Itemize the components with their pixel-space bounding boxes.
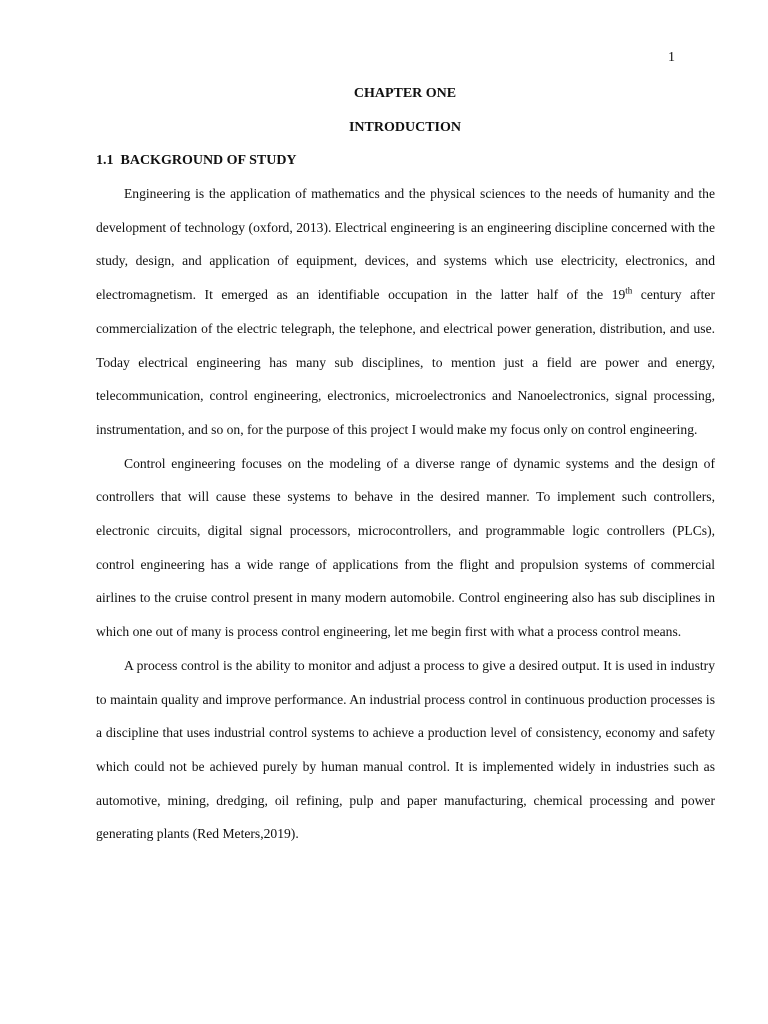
body-text (96, 177, 715, 851)
paragraph-1-text-start: Engineering is the application of mathematics and the physical sciences to the needs of humanity and the development of technology (oxford, 2013). Electrical engineering is an engineering discipline concerned with the study, design, and application of equipment, devices, and systems which use electricity, electronics, and electromagnetism. It emerged as an identifiable occupation in the latter half of the 19 (96, 186, 715, 303)
chapter-title: CHAPTER ONE (353, 86, 457, 101)
paragraph-3: A process control is the ability to monitor and adjust a process to give a desired output. It is used in industry to maintain quality and improve performance. An industrial process control in continuous production processes is a discipline that uses industrial control systems to achieve a production level of consistency, economy and safety which could not be achieved purely by human manual control. It is implemented widely in industries such as automotive, mining, dredging, oil refining, pulp and paper manufacturing, chemical processing and power generating plants (Red Meters,2019). (96, 657, 715, 842)
paragraph-1 (96, 177, 715, 447)
paragraph-2: Control engineering focuses on the modeling of a diverse range of dynamic systems and the design of controllers that will cause these systems to behave in the desired manner. To implement such controllers, electronic circuits, digital signal processors, microcontrollers, and programmable logic controllers (PLCs), control engineering has a wide range of applications from the flight and propulsion systems of commercial airlines to the cruise control present in many modern automobile. Control engineering also has sub disciplines in which one out of many is process control engineering, let me begin first with what a process control means. (96, 455, 715, 640)
subsection-heading (96, 153, 297, 169)
subsection-title: BACKGROUND OF STUDY (120, 153, 297, 168)
subsection-number: 1.1 (96, 153, 114, 168)
page-number: 1 (668, 50, 675, 65)
superscript-th: th (625, 285, 633, 296)
paragraph-1-text-end: century after commercialization of the electric telegraph, the telephone, and electrical power generation, distribution, and use. Today electrical engineering has many sub disciplines, to mention just a field are power and energy, telecommunication, control engineering, electronics, microelectronics and Nanoelectronics, signal processing, instrumentation, and so on, for the purpose of this project I would make my focus only on control engineering. (96, 287, 715, 437)
section-title: INTRODUCTION (348, 120, 461, 135)
